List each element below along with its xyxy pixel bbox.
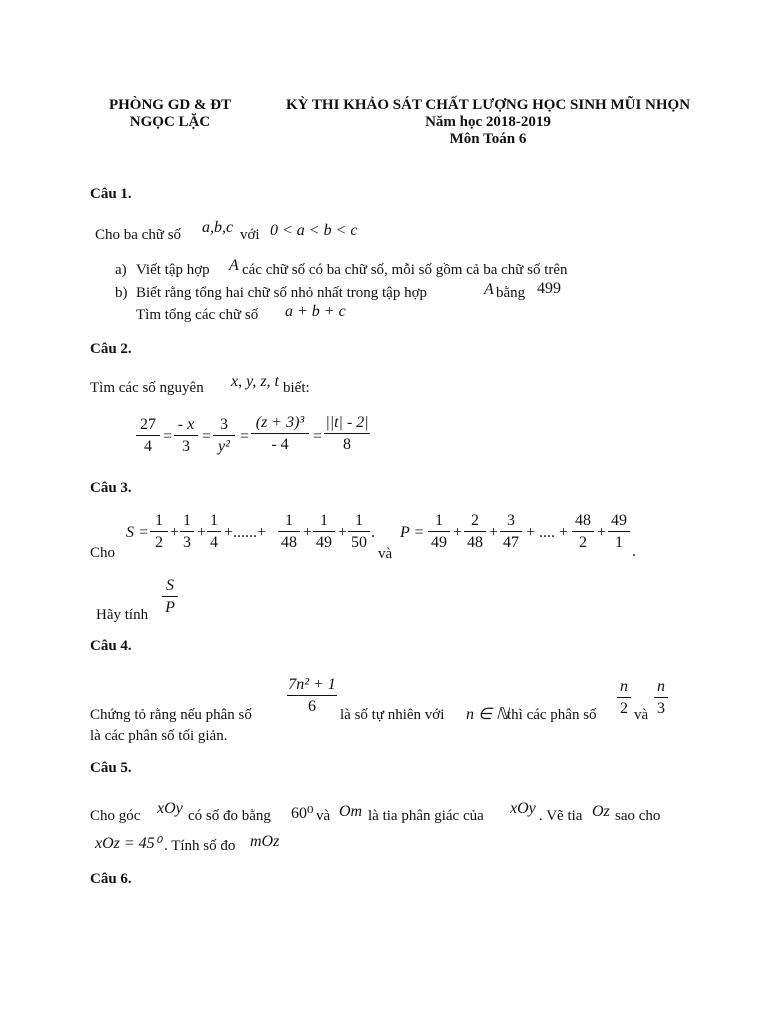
header-left-line2: NGỌC LẶC xyxy=(129,114,211,130)
q3-sp-frac xyxy=(162,577,178,617)
header-right-line3: Môn Toán 6 xyxy=(449,131,527,147)
q5-l1-var3: xOy xyxy=(510,800,536,817)
q3-p3-den: 47 xyxy=(503,534,519,551)
q3-s1-num: 1 xyxy=(155,512,163,529)
q3-p-term-5 xyxy=(608,512,630,552)
q3-title: Câu 3. xyxy=(90,480,132,496)
q3-p-plus-3: + xyxy=(597,524,607,541)
q4-title: Câu 4. xyxy=(90,638,132,654)
q2-frac-5 xyxy=(324,414,370,454)
q1-a-pre: Viết tập hợp xyxy=(136,262,210,278)
q1-title: Câu 1. xyxy=(90,186,132,202)
q2-f2-den: 3 xyxy=(182,438,190,455)
q5-l1-b: có số đo bằng xyxy=(188,808,271,824)
q3-s-plus-1: + xyxy=(170,524,180,541)
q3-s-term-6 xyxy=(348,512,370,552)
q3-p-lhs: P = xyxy=(400,524,425,541)
q3-s-plus-2: + xyxy=(197,524,207,541)
q2-f5-num: ||t| - 2| xyxy=(325,414,369,431)
q3-s4-den: 48 xyxy=(281,534,297,551)
q5-l1-f: sao cho xyxy=(615,808,661,824)
q3-s-dots: +......+ xyxy=(224,524,267,541)
q2-frac-4 xyxy=(251,414,309,454)
q3-p4-den: 2 xyxy=(579,534,587,551)
q3-cho: Cho xyxy=(90,545,116,561)
q5-l1-d: là tia phân giác của xyxy=(368,808,484,824)
q2-f3-num: 3 xyxy=(220,416,228,433)
q3-p2-den: 48 xyxy=(467,534,483,551)
q4-line1-mid: là số tự nhiên với xyxy=(340,707,445,723)
q2-title: Câu 2. xyxy=(90,341,132,357)
q3-p-plus-2: + xyxy=(489,524,499,541)
q3-va: và xyxy=(378,546,393,562)
q2-text-post: biết: xyxy=(283,380,310,396)
q2-f1-den: 4 xyxy=(144,438,152,455)
q1-intro-vars: a,b,c xyxy=(202,219,234,236)
q4-frac-b xyxy=(654,678,668,718)
q6-title: Câu 6. xyxy=(90,871,132,887)
q3-s-lhs: S = xyxy=(126,524,149,541)
q3-s3-den: 4 xyxy=(210,534,218,551)
q3-p5-den: 1 xyxy=(615,534,623,551)
q2-eq-2: = xyxy=(202,428,212,445)
q5-l1-deg: 60⁰ xyxy=(291,805,314,822)
q3-p-end-dot: . xyxy=(632,543,636,560)
q3-p4-num: 48 xyxy=(575,512,591,529)
q3-s-period: . xyxy=(371,524,375,541)
q4-line1-pre: Chứng tỏ rằng nếu phân số xyxy=(90,707,252,723)
q2-frac-2 xyxy=(174,416,198,456)
q3-s-plus-4: + xyxy=(338,524,348,541)
q3-p1-num: 1 xyxy=(435,512,443,529)
q3-p-term-1 xyxy=(428,512,450,552)
q2-eq-3: = xyxy=(240,428,250,445)
q5-l1-a: Cho góc xyxy=(90,808,141,824)
q3-p2-num: 2 xyxy=(471,512,479,529)
header-right-line2: Năm học 2018-2019 xyxy=(425,114,551,130)
q4-main-frac xyxy=(287,676,337,716)
q4-fa-num: n xyxy=(620,678,628,695)
q2-f4-den: - 4 xyxy=(271,436,289,453)
q4-fb-num: n xyxy=(657,678,665,695)
q5-l1-var1: xOy xyxy=(157,800,183,817)
q3-s-term-3 xyxy=(207,512,221,552)
q3-p-term-3 xyxy=(500,512,522,552)
q3-s-term-4 xyxy=(278,512,300,552)
q1-b-mid: bằng xyxy=(496,285,526,301)
q2-f2-num: - x xyxy=(177,416,195,433)
q3-compute-text: Hãy tính xyxy=(96,607,149,623)
q3-s1-den: 2 xyxy=(155,534,163,551)
q1-intro-cond xyxy=(270,222,358,240)
q5-title: Câu 5. xyxy=(90,760,132,776)
q1-a-var: A xyxy=(229,257,239,274)
q4-fb-den: 3 xyxy=(657,700,665,717)
q3-s-term-2 xyxy=(180,512,194,552)
q3-sp-den: P xyxy=(165,599,175,616)
q3-p5-num: 49 xyxy=(611,512,627,529)
q2-frac-3 xyxy=(213,416,235,456)
q5-l2-expr: xOz = 45⁰ xyxy=(95,835,162,852)
q2-frac-1 xyxy=(136,416,160,456)
q3-s-term-1 xyxy=(150,512,168,552)
q1-intro-with: với xyxy=(240,227,260,243)
q1-cond-text: 0 < a < b < c xyxy=(270,222,358,239)
q1-a-label: a) xyxy=(115,262,127,278)
q3-s-term-5 xyxy=(313,512,335,552)
header-left-line1: PHÒNG GD & ĐT xyxy=(108,97,232,113)
q5-l1-c: và xyxy=(316,808,331,824)
q1-b-value: 499 xyxy=(537,280,561,297)
q2-eq-1: = xyxy=(163,428,173,445)
q4-cond: n ∈ ℕ xyxy=(466,706,509,723)
q3-s2-den: 3 xyxy=(183,534,191,551)
q2-eq-4: = xyxy=(313,428,323,445)
q1-b-var: A xyxy=(484,281,494,298)
q3-s5-den: 49 xyxy=(316,534,332,551)
q3-p-term-4 xyxy=(572,512,594,552)
q3-s2-num: 1 xyxy=(183,512,191,529)
q4-va: và xyxy=(634,707,649,723)
q1-b-label: b) xyxy=(115,285,128,301)
q5-l2-a: . Tính số đo xyxy=(164,838,236,854)
q3-p1-den: 49 xyxy=(431,534,447,551)
q1-intro-text: Cho ba chữ số xyxy=(95,227,182,243)
q3-s-plus-3: + xyxy=(303,524,313,541)
q4-fa-den: 2 xyxy=(620,700,628,717)
q2-f3-den: y² xyxy=(218,438,230,455)
header-right-line1: KỲ THI KHẢO SÁT CHẤT LƯỢNG HỌC SINH MŨI NHỌN xyxy=(285,97,691,113)
q1-b2-expr: a + b + c xyxy=(285,303,346,320)
q5-l1-var2: Om xyxy=(339,803,363,820)
q4-line2: là các phân số tối giản. xyxy=(90,728,228,744)
q3-s4-num: 1 xyxy=(285,512,293,529)
q5-l2-var: mOz xyxy=(250,833,280,850)
q1-b-pre: Biết rằng tổng hai chữ số nhỏ nhất trong tập hợp xyxy=(136,285,428,301)
q3-p-term-2 xyxy=(464,512,486,552)
q3-sp-num: S xyxy=(166,577,174,594)
q2-text-pre: Tìm các số nguyên xyxy=(90,380,204,396)
q3-p-plus-1: + xyxy=(453,524,463,541)
q4-frac-num: 7n² + 1 xyxy=(288,676,336,693)
q5-l1-var4: Oz xyxy=(592,803,610,820)
q3-p3-num: 3 xyxy=(507,512,515,529)
q2-vars: x, y, z, t xyxy=(231,373,279,390)
q3-s3-num: 1 xyxy=(210,512,218,529)
q2-f5-den: 8 xyxy=(343,436,351,453)
q1-a-post: các chữ số có ba chữ số, mỗi số gồm cả ba chữ số trên xyxy=(242,262,568,278)
q3-s6-den: 50 xyxy=(351,534,367,551)
q4-line1-post: thì các phân số xyxy=(507,707,597,723)
q5-l1-e: . Vẽ tia xyxy=(539,808,583,824)
q4-frac-a xyxy=(617,678,631,718)
q4-frac-den: 6 xyxy=(308,698,316,715)
q3-p-dots: + .... + xyxy=(526,524,569,541)
q3-s6-num: 1 xyxy=(355,512,363,529)
q3-s5-num: 1 xyxy=(320,512,328,529)
q1-b2-pre: Tìm tổng các chữ số xyxy=(136,307,259,323)
q2-f1-num: 27 xyxy=(140,416,156,433)
q2-f4-num: (z + 3)³ xyxy=(255,414,305,431)
